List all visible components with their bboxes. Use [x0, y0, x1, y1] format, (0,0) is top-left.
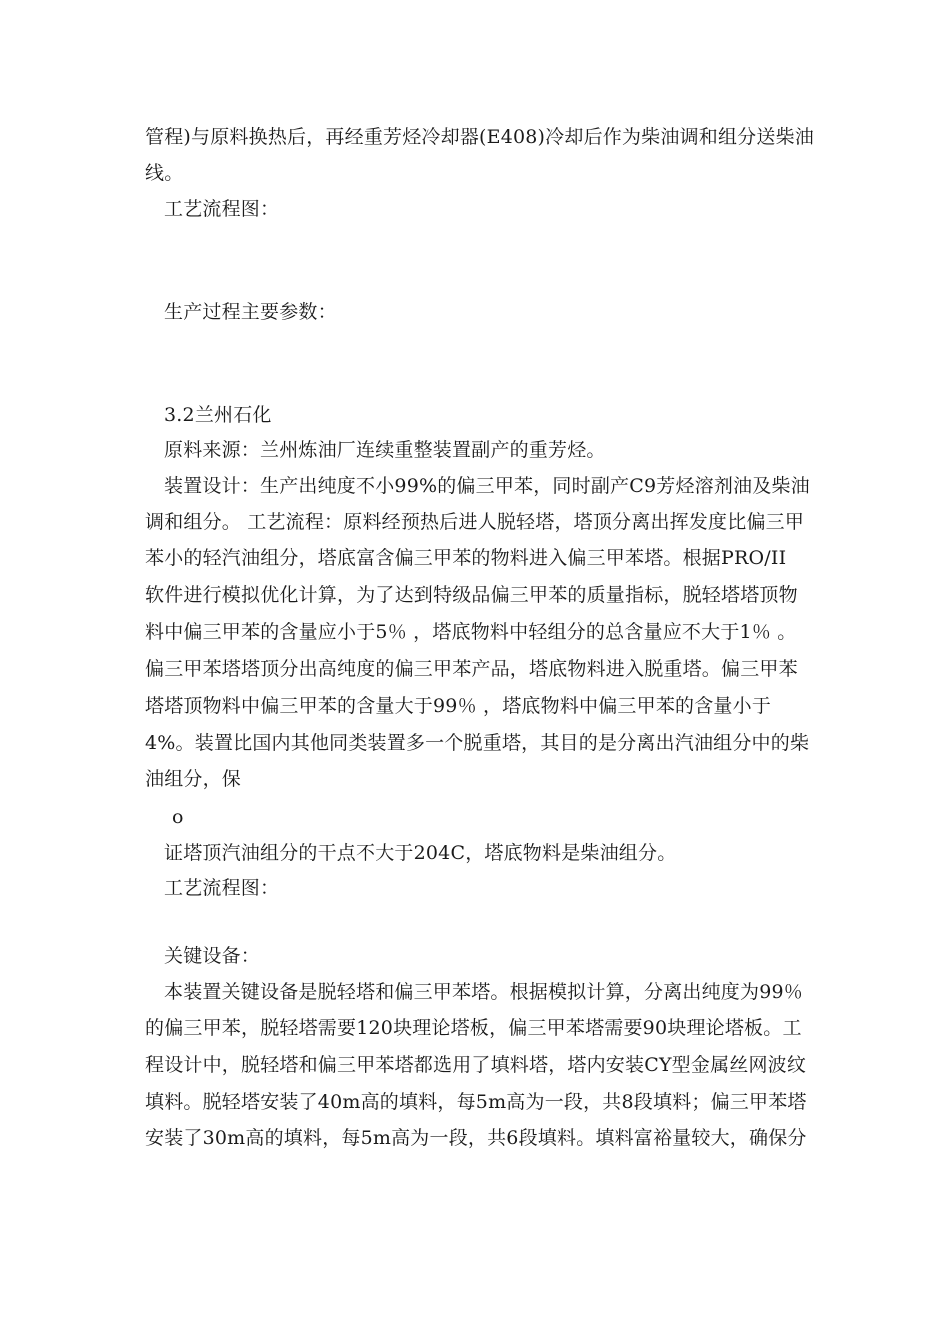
- paragraph-line: 的偏三甲苯，脱轻塔需要120块理论塔板，偏三甲苯塔需要90块理论塔板。工: [145, 1017, 802, 1039]
- paragraph-line: 软件进行模拟优化计算，为了达到特级品偏三甲苯的质量指标，脱轻塔塔顶物: [145, 584, 798, 606]
- paragraph-line: 证塔顶汽油组分的干点不大于204C，塔底物料是柴油组分。: [164, 842, 677, 864]
- section-label-process-flow-2: 工艺流程图：: [164, 877, 280, 899]
- paragraph-line: 苯小的轻汽油组分，塔底富含偏三甲苯的物料进入偏三甲苯塔。根据PRO/II: [145, 547, 787, 569]
- section-label-process-flow: 工艺流程图：: [164, 198, 280, 220]
- section-heading: 3.2兰州石化: [164, 404, 272, 426]
- paragraph-line: 管程)与原料换热后，再经重芳烃冷却器(E408)冷却后作为柴油调和组分送柴油: [145, 126, 814, 148]
- paragraph-line: 线。: [145, 162, 184, 184]
- paragraph-line: 本装置关键设备是脱轻塔和偏三甲苯塔。根据模拟计算，分离出纯度为99％: [164, 981, 803, 1003]
- section-label-key-equipment: 关键设备：: [164, 945, 261, 967]
- paragraph-line: 安装了30m高的填料，每5m高为一段，共6段填料。填料富裕量较大，确保分: [145, 1127, 807, 1149]
- stray-character: o: [172, 806, 184, 828]
- paragraph-line: 填料。脱轻塔安装了40m高的填料，每5m高为一段，共8段填料；偏三甲苯塔: [145, 1091, 807, 1113]
- paragraph-line: 4%。装置比国内其他同类装置多一个脱重塔，其目的是分离出汽油组分中的柴: [145, 732, 810, 754]
- paragraph-line: 塔塔顶物料中偏三甲苯的含量大于99％ ，塔底物料中偏三甲苯的含量小于: [145, 695, 772, 717]
- section-label-parameters: 生产过程主要参数：: [164, 301, 337, 323]
- paragraph-line: 调和组分。 工艺流程：原料经预热后进人脱轻塔，塔顶分离出挥发度比偏三甲: [145, 511, 805, 533]
- paragraph-line: 料中偏三甲苯的含量应小于5％ ，塔底物料中轻组分的总含量应不大于1％ 。: [145, 621, 797, 643]
- paragraph-line: 装置设计：生产出纯度不小99%的偏三甲苯，同时副产C9芳烃溶剂油及柴油: [164, 475, 810, 497]
- paragraph-line: 程设计中，脱轻塔和偏三甲苯塔都选用了填料塔，塔内安装CY型金属丝网波纹: [145, 1054, 807, 1076]
- paragraph-line: 原料来源：兰州炼油厂连续重整装置副产的重芳烃。: [164, 439, 606, 461]
- paragraph-line: 油组分，保: [145, 768, 242, 790]
- paragraph-line: 偏三甲苯塔塔顶分出高纯度的偏三甲苯产品，塔底物料进入脱重塔。偏三甲苯: [145, 658, 798, 680]
